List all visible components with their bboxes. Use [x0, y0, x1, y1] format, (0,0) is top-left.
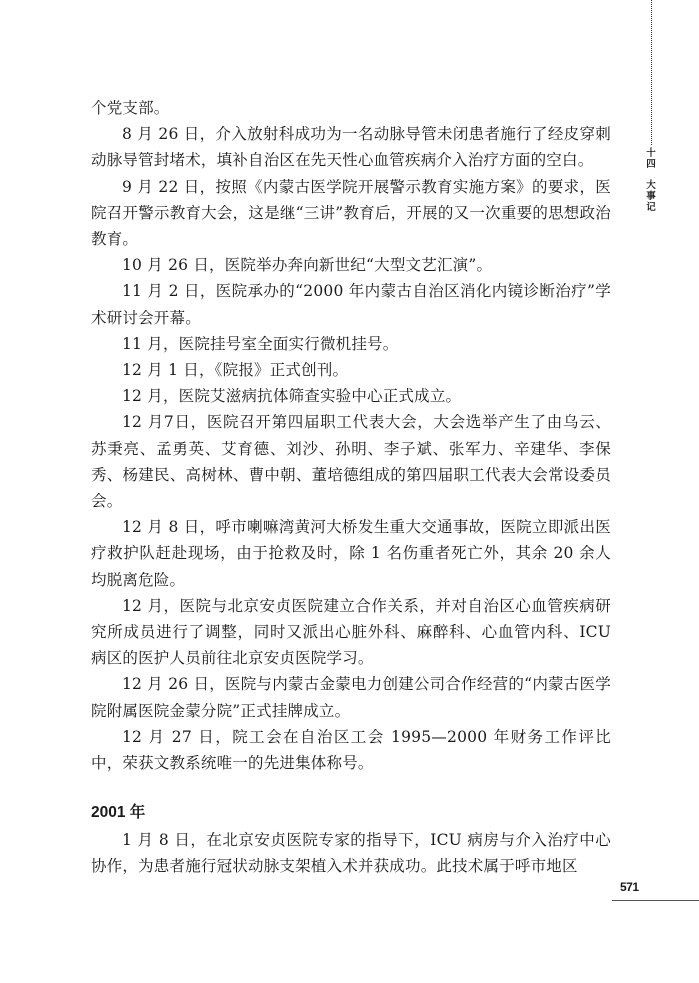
event-paragraph: 12 月 8 日，呼市喇嘛湾黄河大桥发生重大交通事故，医院立即派出医疗救护队赶赴现场，由于抢救及时，除 1 名伤重者死亡外，其余 20 余人均脱离危险。 [91, 518, 611, 589]
event-paragraph: 10 月 26 日，医院举办奔向新世纪“大型文艺汇演”。 [122, 256, 493, 275]
event-paragraph: 8 月 26 日，介入放射科成功为一名动脉导管未闭患者施行了经皮穿刺动脉导管封堵术，填补自治区在先天性心血管疾病介入治疗方面的空白。 [91, 125, 611, 170]
chapter-side-tab [643, 148, 659, 213]
chapter-title-char: 事 [646, 191, 656, 202]
event-paragraph: 12 月 27 日，院工会在自治区工会 1995—2000 年财务工作评比中，荣获文教系统唯一的先进集体称号。 [91, 727, 611, 773]
page-number: 571 [620, 880, 639, 894]
event-paragraph: 11 月 2 日，医院承办的“2000 年内蒙古自治区消化内镜诊断治疗”学术研讨会开幕。 [91, 282, 611, 327]
side-tab-gap [643, 170, 659, 180]
event-paragraph: 12 月，医院与北京安贞医院建立合作关系，并对自治区心血管疾病研究所成员进行了调整，同时又派出心脏外科、麻醉科、心血管内科、ICU 病区的医护人员前往北京安贞医院学习。 [91, 596, 611, 668]
year-heading: 2001 年 [91, 804, 146, 822]
event-paragraph: 12 月，医院艾滋病抗体筛查实验中心正式成立。 [122, 387, 462, 406]
body-text [91, 95, 611, 880]
event-paragraph: 12 月 1 日，《院报》正式创刊。 [122, 361, 349, 380]
chapter-title-char: 大 [646, 180, 656, 191]
chapter-number-char: 四 [646, 159, 656, 170]
event-paragraph: 1 月 8 日，在北京安贞医院专家的指导下，ICU 病房与介入治疗中心协作，为患者施行冠状动脉支架植入术并获成功。此技术属于呼市地区 [91, 831, 611, 876]
chapter-number-char: 十 [646, 148, 656, 159]
event-paragraph: 12 月7日，医院召开第四届职工代表大会，大会选举产生了由乌云、苏秉亮、孟勇英、艾育德、刘沙、孙明、李子斌、张军力、辛建华、李保秀、杨建民、高树林、曹中朝、董培德组成的第四届职工代表大会常设委员会。 [91, 413, 611, 511]
side-dotted-rule [651, 0, 652, 145]
page-number-rule [612, 900, 699, 901]
chapter-title-char: 记 [646, 202, 656, 213]
event-paragraph: 9 月 22 日，按照《内蒙古医学院开展警示教育实施方案》的要求，医院召开警示教育大会，这是继“三讲”教育后，开展的又一次重要的思想政治教育。 [91, 177, 611, 249]
event-paragraph: 12 月 26 日，医院与内蒙古金蒙电力创建公司合作经营的“内蒙古医学院附属医院金蒙分院”正式挂牌成立。 [91, 675, 611, 720]
event-paragraph: 11 月，医院挂号室全面实行微机挂号。 [122, 334, 399, 353]
continued-paragraph: 个党支部。 [91, 99, 170, 117]
